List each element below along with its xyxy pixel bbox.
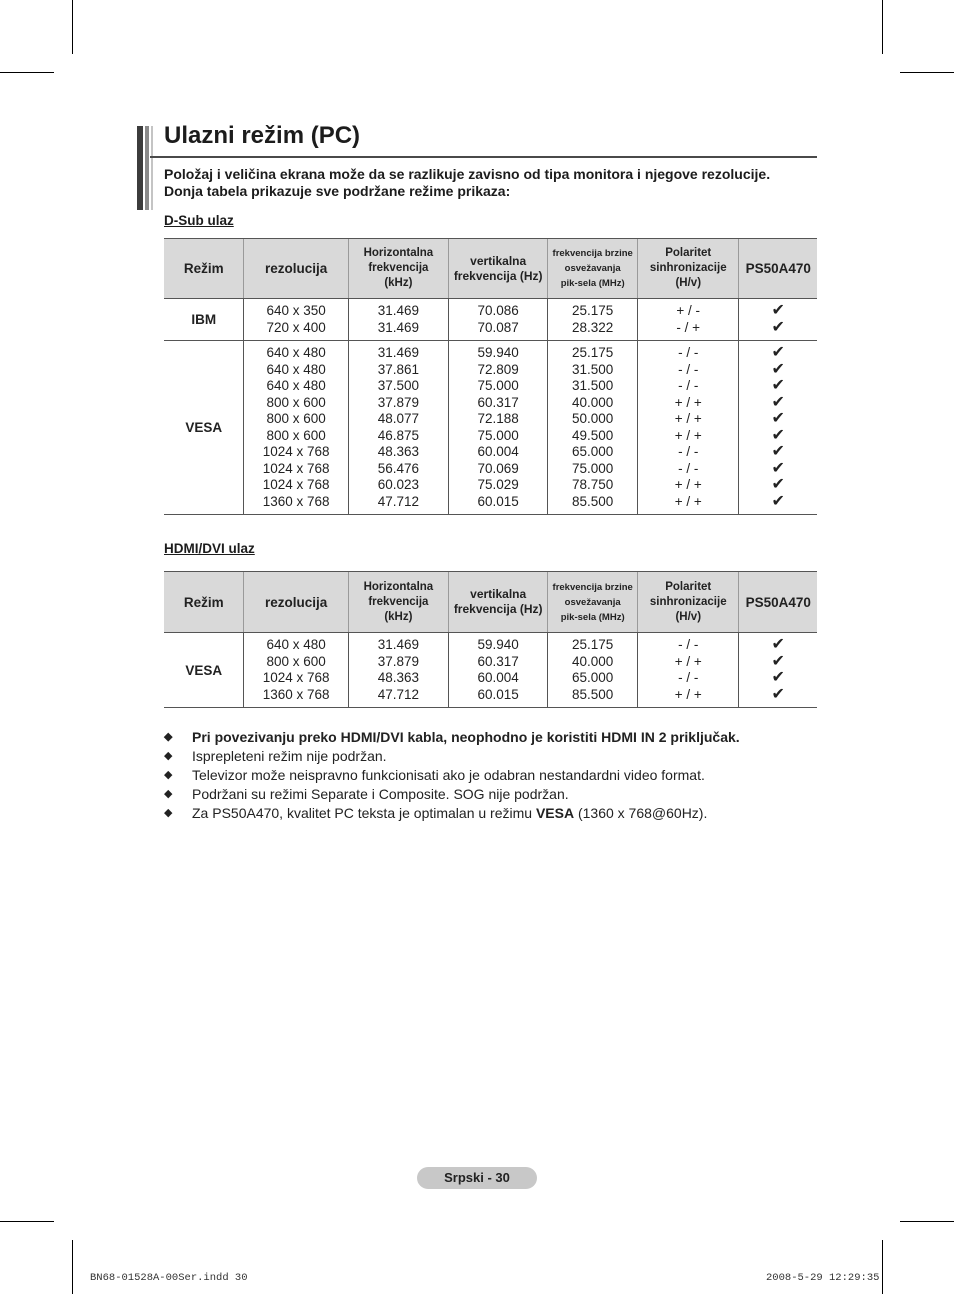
cell-value: 60.023 xyxy=(377,477,420,492)
cell-value: 25.175 xyxy=(572,345,614,360)
check-icon: ✔ xyxy=(771,459,785,477)
cell-value: - / - xyxy=(678,670,699,685)
footer-timestamp: 2008-5-29 12:29:35 xyxy=(766,1272,880,1284)
cell-pol xyxy=(638,299,739,341)
header-line: frekvencija xyxy=(368,262,429,274)
cell-value: 70.086 xyxy=(477,303,519,318)
header-line: pik-sela (MHz) xyxy=(560,278,625,289)
title-divider xyxy=(150,156,817,158)
diamond-bullet-icon: ◆ xyxy=(164,769,173,781)
cell-value: 31.469 xyxy=(377,319,420,335)
column-header-hfreq xyxy=(348,239,448,299)
header-line: frekvencija xyxy=(368,595,429,608)
note-text: (1360 x 768@60Hz). xyxy=(574,805,708,821)
hdmi-table xyxy=(164,571,817,708)
cell-pol xyxy=(638,341,739,515)
cell-value: 65.000 xyxy=(572,670,614,685)
cell-value: 1360 x 768 xyxy=(262,686,330,702)
check-icon: ✔ xyxy=(771,492,785,510)
header-row xyxy=(164,239,817,299)
header-line: osvežavanja xyxy=(564,263,621,274)
crop-mark xyxy=(72,1240,73,1294)
check-icon: ✔ xyxy=(771,426,785,444)
cell-value: 1024 x 768 xyxy=(262,477,330,492)
cell-p xyxy=(548,341,638,515)
check-icon: ✔ xyxy=(771,344,785,361)
cell-value: 48.077 xyxy=(377,411,420,426)
header-line: frekvencija brzine xyxy=(552,581,633,593)
cell-value: 60.015 xyxy=(477,686,519,702)
crop-mark xyxy=(882,1240,883,1294)
cell-value: 37.879 xyxy=(377,394,420,410)
header-line: osvežavanja xyxy=(564,596,621,608)
diamond-bullet-icon: ◆ xyxy=(164,788,173,800)
cell-value: 640 x 480 xyxy=(266,361,326,377)
cell-value: 31.469 xyxy=(377,303,420,318)
cell-value: 25.175 xyxy=(572,637,614,652)
cell-pol xyxy=(638,633,739,708)
header-line: Horizontalna xyxy=(363,580,434,593)
cell-value: 75.000 xyxy=(572,460,614,476)
cell-value: 60.015 xyxy=(477,493,519,509)
dsub-section-label: D-Sub ulaz xyxy=(164,213,234,228)
mode-cell: IBM xyxy=(164,299,244,341)
note-text: Isprepleteni režim nije podržan. xyxy=(192,748,387,764)
crop-mark xyxy=(882,0,883,54)
cell-value: 800 x 600 xyxy=(266,411,326,426)
cell-v xyxy=(449,299,548,341)
column-header-mode: Režim xyxy=(164,239,244,299)
cell-value: 31.500 xyxy=(572,378,614,393)
cell-value: 48.363 xyxy=(377,444,420,459)
cell-value: 800 x 600 xyxy=(266,394,326,410)
cell-value: + / + xyxy=(674,493,702,509)
header-line: sinhronizacije xyxy=(649,262,727,274)
check-icon: ✔ xyxy=(771,360,785,378)
column-header-model: PS50A470 xyxy=(739,572,817,633)
cell-value: 49.500 xyxy=(572,427,614,443)
cell-value: 60.004 xyxy=(477,444,519,459)
table-row xyxy=(164,633,817,708)
cell-value: + / - xyxy=(676,303,701,318)
cell-p xyxy=(548,299,638,341)
cell-value: + / + xyxy=(674,477,702,492)
cell-value: 75.029 xyxy=(477,477,519,492)
column-header-polarity xyxy=(638,572,739,633)
cell-h xyxy=(348,341,448,515)
notes-list xyxy=(164,728,824,823)
cell-p xyxy=(548,633,638,708)
column-header-mode: Režim xyxy=(164,572,244,633)
check-icon: ✔ xyxy=(771,377,785,394)
cell-value: 75.000 xyxy=(477,378,519,393)
table-row xyxy=(164,299,817,341)
cell-value: 70.069 xyxy=(477,460,519,476)
header-line: (kHz) xyxy=(384,610,413,623)
cell-value: 31.469 xyxy=(377,637,420,652)
cell-value: 59.940 xyxy=(477,637,519,652)
cell-value: 78.750 xyxy=(572,477,614,492)
diamond-bullet-icon: ◆ xyxy=(164,750,173,762)
note-text: Za PS50A470, kvalitet PC teksta je optimalan u režimu xyxy=(192,805,536,821)
cell-value: 47.712 xyxy=(377,686,420,702)
cell-value: 65.000 xyxy=(572,444,614,459)
cell-value: - / - xyxy=(678,378,699,393)
note-text: Televizor može neispravno funkcionisati ako je odabran nestandardni video format. xyxy=(192,767,705,783)
cell-value: 1024 x 768 xyxy=(262,460,330,476)
crop-mark xyxy=(900,1221,954,1222)
cell-value: 48.363 xyxy=(377,670,420,685)
check-icon: ✔ xyxy=(771,476,785,493)
cell-h xyxy=(348,299,448,341)
cell-value: 720 x 400 xyxy=(266,319,326,335)
diamond-bullet-icon: ◆ xyxy=(164,731,173,743)
cell-value: 60.317 xyxy=(477,653,519,669)
intro-line: Donja tabela prikazuje sve podržane režime prikaza: xyxy=(164,183,511,199)
header-line: frekvencija (Hz) xyxy=(453,602,543,616)
header-line: Horizontalna xyxy=(363,247,434,259)
check-icon: ✔ xyxy=(771,393,785,411)
header-line: Polaritet xyxy=(665,580,712,593)
page-number-badge: Srpski - 30 xyxy=(417,1167,537,1189)
cell-value: - / - xyxy=(678,444,699,459)
check-icon: ✔ xyxy=(771,652,785,670)
note-item xyxy=(164,766,824,785)
cell-value: - / - xyxy=(678,460,699,476)
footer-file-info: BN68-01528A-00Ser.indd 30 xyxy=(90,1272,248,1284)
cell-value: 1360 x 768 xyxy=(262,493,330,509)
note-item xyxy=(164,747,824,766)
cell-value: - / - xyxy=(678,361,699,377)
cell-value: 1024 x 768 xyxy=(262,670,330,685)
cell-value: 640 x 480 xyxy=(266,345,326,360)
note-item xyxy=(164,804,824,823)
header-line: (H/v) xyxy=(675,277,702,289)
header-line: (kHz) xyxy=(384,277,413,289)
diamond-bullet-icon: ◆ xyxy=(164,807,173,819)
page-title: Ulazni režim (PC) xyxy=(164,122,361,149)
cell-value: - / - xyxy=(678,637,699,652)
cell-support xyxy=(739,633,817,708)
header-line: Polaritet xyxy=(665,247,712,259)
hdmi-section-label: HDMI/DVI ulaz xyxy=(164,541,255,556)
cell-value: 37.879 xyxy=(377,653,420,669)
cell-value: 25.175 xyxy=(572,303,614,318)
cell-res xyxy=(244,633,348,708)
cell-value: 800 x 600 xyxy=(266,427,326,443)
check-icon: ✔ xyxy=(771,318,785,336)
intro-text xyxy=(164,166,814,200)
check-icon: ✔ xyxy=(771,685,785,703)
cell-value: + / + xyxy=(674,427,702,443)
cell-value: 85.500 xyxy=(572,686,614,702)
cell-value: 37.500 xyxy=(377,378,420,393)
cell-support xyxy=(739,299,817,341)
crop-mark xyxy=(72,0,73,54)
cell-value: 640 x 480 xyxy=(266,378,326,393)
column-header-hfreq xyxy=(348,572,448,633)
note-text: Podržani su režimi Separate i Composite. SOG nije podržan. xyxy=(192,786,569,802)
cell-value: 60.317 xyxy=(477,394,519,410)
cell-value: - / + xyxy=(676,319,701,335)
column-header-vfreq xyxy=(449,239,548,299)
crop-mark xyxy=(0,72,54,73)
cell-res xyxy=(244,299,348,341)
cell-value: 1024 x 768 xyxy=(262,444,330,459)
cell-value: + / + xyxy=(674,411,702,426)
note-item xyxy=(164,785,824,804)
note-text: Pri povezivanju preko HDMI/DVI kabla, neophodno je koristiti HDMI IN 2 priključak. xyxy=(192,729,740,745)
header-line: vertikalna xyxy=(470,587,527,601)
column-header-resolution: rezolucija xyxy=(244,572,348,633)
cell-value: 40.000 xyxy=(572,653,614,669)
note-emphasis: VESA xyxy=(535,805,575,821)
header-line: sinhronizacije xyxy=(649,595,727,608)
header-line: frekvencija (Hz) xyxy=(453,268,543,283)
cell-value: 640 x 480 xyxy=(266,637,326,652)
header-line: pik-sela (MHz) xyxy=(560,611,625,623)
cell-value: + / + xyxy=(674,653,702,669)
mode-cell: VESA xyxy=(164,341,244,515)
cell-value: 40.000 xyxy=(572,394,614,410)
cell-value: 59.940 xyxy=(477,345,519,360)
cell-value: 70.087 xyxy=(477,319,519,335)
column-header-model: PS50A470 xyxy=(739,239,817,299)
cell-value: + / + xyxy=(674,394,702,410)
cell-value: 60.004 xyxy=(477,670,519,685)
crop-mark xyxy=(0,1221,54,1222)
column-header-pixclock xyxy=(548,572,638,633)
check-icon: ✔ xyxy=(771,443,785,460)
cell-value: 75.000 xyxy=(477,427,519,443)
crop-mark xyxy=(900,72,954,73)
cell-support xyxy=(739,341,817,515)
cell-v xyxy=(449,341,548,515)
note-item xyxy=(164,728,824,747)
cell-value: 31.469 xyxy=(377,345,420,360)
header-line: (H/v) xyxy=(675,610,702,623)
header-line: frekvencija brzine xyxy=(552,248,633,259)
cell-res xyxy=(244,341,348,515)
cell-value: 50.000 xyxy=(572,411,614,426)
column-header-vfreq xyxy=(449,572,548,633)
cell-value: 46.875 xyxy=(377,427,420,443)
header-line: vertikalna xyxy=(470,253,527,268)
mode-cell: VESA xyxy=(164,633,244,708)
table-row xyxy=(164,341,817,515)
cell-value: 800 x 600 xyxy=(266,653,326,669)
column-header-polarity xyxy=(638,239,739,299)
column-header-resolution: rezolucija xyxy=(244,239,348,299)
cell-value: 47.712 xyxy=(377,493,420,509)
check-icon: ✔ xyxy=(771,410,785,427)
cell-value: 31.500 xyxy=(572,361,614,377)
cell-value: 640 x 350 xyxy=(266,303,326,318)
check-icon: ✔ xyxy=(771,302,785,319)
cell-value: + / + xyxy=(674,686,702,702)
cell-value: - / - xyxy=(678,345,699,360)
check-icon: ✔ xyxy=(771,669,785,686)
check-icon: ✔ xyxy=(771,636,785,653)
cell-h xyxy=(348,633,448,708)
cell-value: 72.188 xyxy=(477,411,519,426)
cell-value: 72.809 xyxy=(477,361,519,377)
cell-v xyxy=(449,633,548,708)
cell-value: 37.861 xyxy=(377,361,420,377)
cell-value: 28.322 xyxy=(572,319,614,335)
cell-value: 56.476 xyxy=(377,460,420,476)
header-row xyxy=(164,572,817,633)
column-header-pixclock xyxy=(548,239,638,299)
intro-line: Položaj i veličina ekrana može da se razlikuje zavisno od tipa monitora i njegove rezolucije. xyxy=(164,166,771,182)
dsub-table xyxy=(164,238,817,515)
cell-value: 85.500 xyxy=(572,493,614,509)
